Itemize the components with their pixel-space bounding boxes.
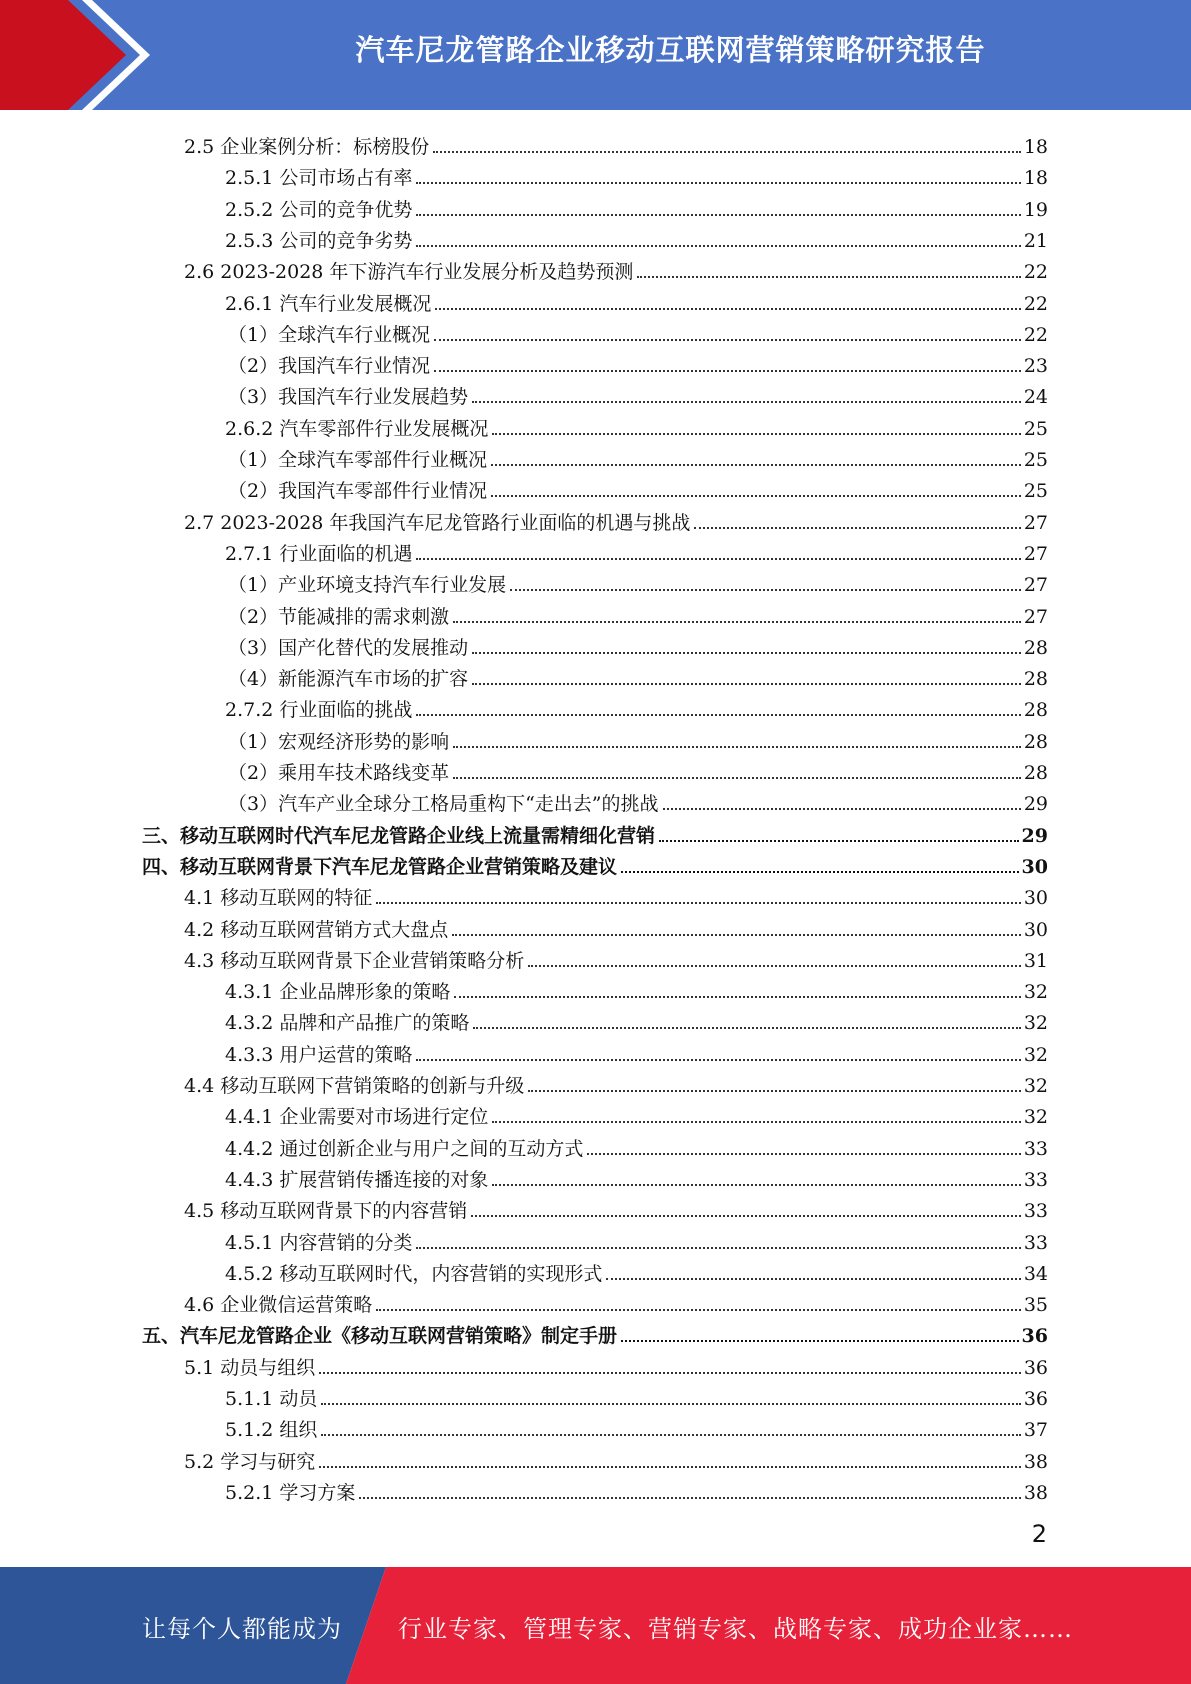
- toc-entry-title: 5.2 学习与研究: [184, 1451, 316, 1473]
- toc-dot-leader: [471, 1215, 1021, 1217]
- toc-dot-leader: [491, 495, 1021, 497]
- toc-dot-leader: [416, 1059, 1020, 1061]
- toc-entry-title: 4.4.3 扩展营销传播连接的对象: [225, 1169, 489, 1191]
- toc-dot-leader: [694, 527, 1020, 529]
- toc-entry[interactable]: [184, 1192, 1048, 1223]
- toc-entry-page: 34: [1023, 1263, 1048, 1285]
- toc-entry-page: 25: [1023, 480, 1048, 502]
- toc-dot-leader: [528, 1090, 1021, 1092]
- toc-entry[interactable]: [184, 253, 1048, 284]
- toc-entry[interactable]: [228, 629, 1048, 660]
- page-footer: [0, 1567, 1191, 1684]
- page-header: [0, 0, 1191, 110]
- toc-entry-title: （3）我国汽车行业发展趋势: [228, 386, 469, 408]
- toc-dot-leader: [492, 1121, 1020, 1123]
- toc-entry-page: 30: [1021, 856, 1048, 878]
- toc-entry-page: 38: [1023, 1451, 1048, 1473]
- toc-dot-leader: [321, 1434, 1020, 1436]
- toc-entry-title: 2.5 企业案例分析：标榜股份: [184, 136, 430, 158]
- toc-entry[interactable]: [225, 973, 1048, 1004]
- toc-entry-title: 2.5.1 公司市场占有率: [225, 167, 413, 189]
- toc-entry-page: 32: [1023, 1012, 1048, 1034]
- toc-entry-page: 21: [1023, 230, 1048, 252]
- toc-entry[interactable]: [225, 191, 1048, 222]
- toc-dot-leader: [491, 464, 1021, 466]
- toc-dot-leader: [663, 808, 1021, 810]
- toc-dot-leader: [319, 1466, 1021, 1468]
- toc-entry[interactable]: [228, 754, 1048, 785]
- toc-entry-title: 2.5.2 公司的竞争优势: [225, 199, 413, 221]
- toc-dot-leader: [453, 746, 1021, 748]
- toc-entry[interactable]: [142, 848, 1048, 879]
- toc-dot-leader: [433, 151, 1021, 153]
- toc-entry[interactable]: [228, 441, 1048, 472]
- toc-entry-page: 35: [1023, 1294, 1048, 1316]
- toc-entry-title: 4.4 移动互联网下营销策略的创新与升级: [184, 1075, 525, 1097]
- report-title: 汽车尼龙管路企业移动互联网营销策略研究报告: [355, 33, 986, 67]
- toc-entry-title: 2.5.3 公司的竞争劣势: [225, 230, 413, 252]
- toc-entry[interactable]: [184, 942, 1048, 973]
- toc-dot-leader: [416, 558, 1020, 560]
- toc-entry-title: 4.5 移动互联网背景下的内容营销: [184, 1200, 468, 1222]
- toc-entry[interactable]: [225, 1474, 1048, 1505]
- toc-entry-title: 5.2.1 学习方案: [225, 1482, 356, 1504]
- toc-entry-page: 27: [1023, 512, 1048, 534]
- toc-dot-leader: [621, 1340, 1019, 1342]
- toc-entry-page: 27: [1023, 606, 1048, 628]
- toc-entry[interactable]: [225, 1411, 1048, 1442]
- toc-entry[interactable]: [184, 1067, 1048, 1098]
- toc-entry[interactable]: [228, 566, 1048, 597]
- toc-entry-title: 五、汽车尼龙管路企业《移动互联网营销策略》制定手册: [142, 1325, 618, 1347]
- toc-entry[interactable]: [228, 723, 1048, 754]
- toc-entry-title: 4.4.1 企业需要对市场进行定位: [225, 1106, 489, 1128]
- toc-dot-leader: [492, 433, 1020, 435]
- toc-dot-leader: [321, 1403, 1020, 1405]
- toc-entry-title: 5.1.1 动员: [225, 1388, 318, 1410]
- toc-entry[interactable]: [225, 1224, 1048, 1255]
- toc-dot-leader: [453, 621, 1021, 623]
- toc-entry[interactable]: [184, 879, 1048, 910]
- toc-entry-page: 32: [1023, 981, 1048, 1003]
- toc-entry[interactable]: [228, 598, 1048, 629]
- toc-entry-page: 25: [1023, 449, 1048, 471]
- toc-entry-page: 33: [1023, 1138, 1048, 1160]
- toc-entry[interactable]: [142, 1317, 1048, 1348]
- toc-entry[interactable]: [228, 785, 1048, 816]
- toc-entry-page: 18: [1023, 167, 1048, 189]
- toc-entry-title: 2.7.2 行业面临的挑战: [225, 699, 413, 721]
- toc-entry-page: 19: [1023, 199, 1048, 221]
- toc-entry-page: 30: [1023, 887, 1048, 909]
- toc-dot-leader: [637, 276, 1020, 278]
- toc-entry[interactable]: [225, 1380, 1048, 1411]
- toc-dot-leader: [416, 1247, 1020, 1249]
- toc-entry[interactable]: [228, 660, 1048, 691]
- toc-entry[interactable]: [225, 1036, 1048, 1067]
- toc-entry-page: 28: [1023, 762, 1048, 784]
- toc-entry[interactable]: [225, 410, 1048, 441]
- toc-entry-title: （2）我国汽车行业情况: [228, 355, 431, 377]
- toc-entry-title: 三、移动互联网时代汽车尼龙管路企业线上流量需精细化营销: [142, 825, 656, 847]
- toc-entry-title: （3）汽车产业全球分工格局重构下“走出去”的挑战: [228, 793, 659, 815]
- toc-entry-title: （2）我国汽车零部件行业情况: [228, 480, 488, 502]
- toc-entry-page: 32: [1023, 1106, 1048, 1128]
- toc-dot-leader: [434, 370, 1021, 372]
- toc-entry-title: 4.5.1 内容营销的分类: [225, 1232, 413, 1254]
- toc-entry-page: 36: [1021, 1325, 1048, 1347]
- toc-dot-leader: [472, 401, 1021, 403]
- toc-entry[interactable]: [225, 535, 1048, 566]
- toc-dot-leader: [416, 214, 1020, 216]
- toc-entry-title: 4.3.1 企业品牌形象的策略: [225, 981, 451, 1003]
- toc-dot-leader: [319, 1372, 1021, 1374]
- toc-entry[interactable]: [228, 347, 1048, 378]
- toc-entry-title: 4.6 企业微信运营策略: [184, 1294, 373, 1316]
- toc-entry-title: 4.3.2 品牌和产品推广的策略: [225, 1012, 470, 1034]
- toc-dot-leader: [359, 1497, 1020, 1499]
- footer-slogan-right: 行业专家、管理专家、营销专家、战略专家、成功企业家……: [398, 1615, 1073, 1643]
- toc-entry-page: 36: [1023, 1357, 1048, 1379]
- toc-dot-leader: [472, 683, 1021, 685]
- toc-entry[interactable]: [225, 285, 1048, 316]
- toc-entry-page: 25: [1023, 418, 1048, 440]
- toc-entry-title: （2）乘用车技术路线变革: [228, 762, 450, 784]
- toc-dot-leader: [416, 182, 1020, 184]
- toc-entry-page: 30: [1023, 919, 1048, 941]
- toc-entry-page: 37: [1023, 1419, 1048, 1441]
- toc-entry-page: 32: [1023, 1044, 1048, 1066]
- toc-entry[interactable]: [225, 1255, 1048, 1286]
- toc-entry-title: 2.6.1 汽车行业发展概况: [225, 293, 432, 315]
- toc-dot-leader: [416, 245, 1020, 247]
- toc-entry-page: 27: [1023, 574, 1048, 596]
- toc-entry-page: 32: [1023, 1075, 1048, 1097]
- toc-entry-title: （1）产业环境支持汽车行业发展: [228, 574, 507, 596]
- toc-entry-page: 27: [1023, 543, 1048, 565]
- toc-entry-page: 28: [1023, 637, 1048, 659]
- toc-entry-title: 2.7.1 行业面临的机遇: [225, 543, 413, 565]
- toc-dot-leader: [453, 777, 1021, 779]
- toc-entry[interactable]: [184, 504, 1048, 535]
- toc-entry-title: 4.1 移动互联网的特征: [184, 887, 373, 909]
- toc-dot-leader: [606, 1278, 1020, 1280]
- toc-dot-leader: [416, 714, 1020, 716]
- toc-entry-title: （1）全球汽车零部件行业概况: [228, 449, 488, 471]
- toc-dot-leader: [659, 840, 1019, 842]
- toc-entry[interactable]: [184, 1349, 1048, 1380]
- toc-entry-page: 22: [1023, 324, 1048, 346]
- toc-dot-leader: [473, 1027, 1020, 1029]
- toc-entry-page: 28: [1023, 699, 1048, 721]
- toc-entry-page: 28: [1023, 731, 1048, 753]
- toc-entry-page: 29: [1023, 793, 1048, 815]
- toc-dot-leader: [434, 339, 1021, 341]
- toc-entry[interactable]: [225, 1098, 1048, 1129]
- toc-entry[interactable]: [184, 128, 1048, 159]
- toc-dot-leader: [492, 1184, 1020, 1186]
- toc-entry[interactable]: [225, 159, 1048, 190]
- toc-entry-title: 4.3 移动互联网背景下企业营销策略分析: [184, 950, 525, 972]
- toc-entry-title: 5.1.2 组织: [225, 1419, 318, 1441]
- toc-dot-leader: [454, 996, 1020, 998]
- toc-entry[interactable]: [225, 222, 1048, 253]
- toc-entry-title: 4.2 移动互联网营销方式大盘点: [184, 919, 449, 941]
- toc-entry[interactable]: [228, 472, 1048, 503]
- toc-entry-page: 18: [1023, 136, 1048, 158]
- toc-entry-title: 5.1 动员与组织: [184, 1357, 316, 1379]
- toc-entry-page: 31: [1023, 950, 1048, 972]
- toc-dot-leader: [587, 1153, 1020, 1155]
- toc-entry[interactable]: [225, 1004, 1048, 1035]
- toc-dot-leader: [376, 902, 1021, 904]
- toc-entry-page: 29: [1021, 825, 1048, 847]
- toc-entry-page: 38: [1023, 1482, 1048, 1504]
- toc-dot-leader: [510, 589, 1021, 591]
- toc-entry-page: 23: [1023, 355, 1048, 377]
- toc-entry-title: 4.4.2 通过创新企业与用户之间的互动方式: [225, 1138, 584, 1160]
- toc-entry[interactable]: [228, 316, 1048, 347]
- toc-entry[interactable]: [184, 911, 1048, 942]
- toc-entry[interactable]: [142, 817, 1048, 848]
- toc-entry[interactable]: [225, 1130, 1048, 1161]
- toc-entry-title: （2）节能减排的需求刺激: [228, 606, 450, 628]
- page-number: 2: [1031, 1520, 1047, 1548]
- toc-entry-title: （1）宏观经济形势的影响: [228, 731, 450, 753]
- toc-entry[interactable]: [225, 691, 1048, 722]
- toc-entry[interactable]: [184, 1443, 1048, 1474]
- toc-dot-leader: [528, 965, 1021, 967]
- toc-dot-leader: [621, 871, 1019, 873]
- toc-entry-title: （4）新能源汽车市场的扩容: [228, 668, 469, 690]
- toc-entry[interactable]: [225, 1161, 1048, 1192]
- toc-entry-title: 2.6.2 汽车零部件行业发展概况: [225, 418, 489, 440]
- footer-slogan-left: 让每个人都能成为: [142, 1615, 342, 1643]
- toc-entry-page: 24: [1023, 386, 1048, 408]
- toc-entry-page: 33: [1023, 1169, 1048, 1191]
- toc-entry-title: 2.7 2023-2028 年我国汽车尼龙管路行业面临的机遇与挑战: [184, 512, 691, 534]
- toc-entry-title: （1）全球汽车行业概况: [228, 324, 431, 346]
- toc-entry-page: 36: [1023, 1388, 1048, 1410]
- toc-entry[interactable]: [228, 378, 1048, 409]
- toc-entry-title: 4.3.3 用户运营的策略: [225, 1044, 413, 1066]
- toc-dot-leader: [435, 308, 1020, 310]
- toc-entry-page: 22: [1023, 261, 1048, 283]
- toc-entry-title: 2.6 2023-2028 年下游汽车行业发展分析及趋势预测: [184, 261, 634, 283]
- toc-entry-page: 33: [1023, 1232, 1048, 1254]
- toc-entry-page: 33: [1023, 1200, 1048, 1222]
- toc-dot-leader: [376, 1309, 1021, 1311]
- toc-entry-title: 4.5.2 移动互联网时代，内容营销的实现形式: [225, 1263, 603, 1285]
- toc-dot-leader: [472, 652, 1021, 654]
- toc-entry-page: 28: [1023, 668, 1048, 690]
- toc-entry[interactable]: [184, 1286, 1048, 1317]
- toc-entry-title: （3）国产化替代的发展推动: [228, 637, 469, 659]
- toc-dot-leader: [452, 934, 1021, 936]
- toc-entry-title: 四、移动互联网背景下汽车尼龙管路企业营销策略及建议: [142, 856, 618, 878]
- toc-entry-page: 22: [1023, 293, 1048, 315]
